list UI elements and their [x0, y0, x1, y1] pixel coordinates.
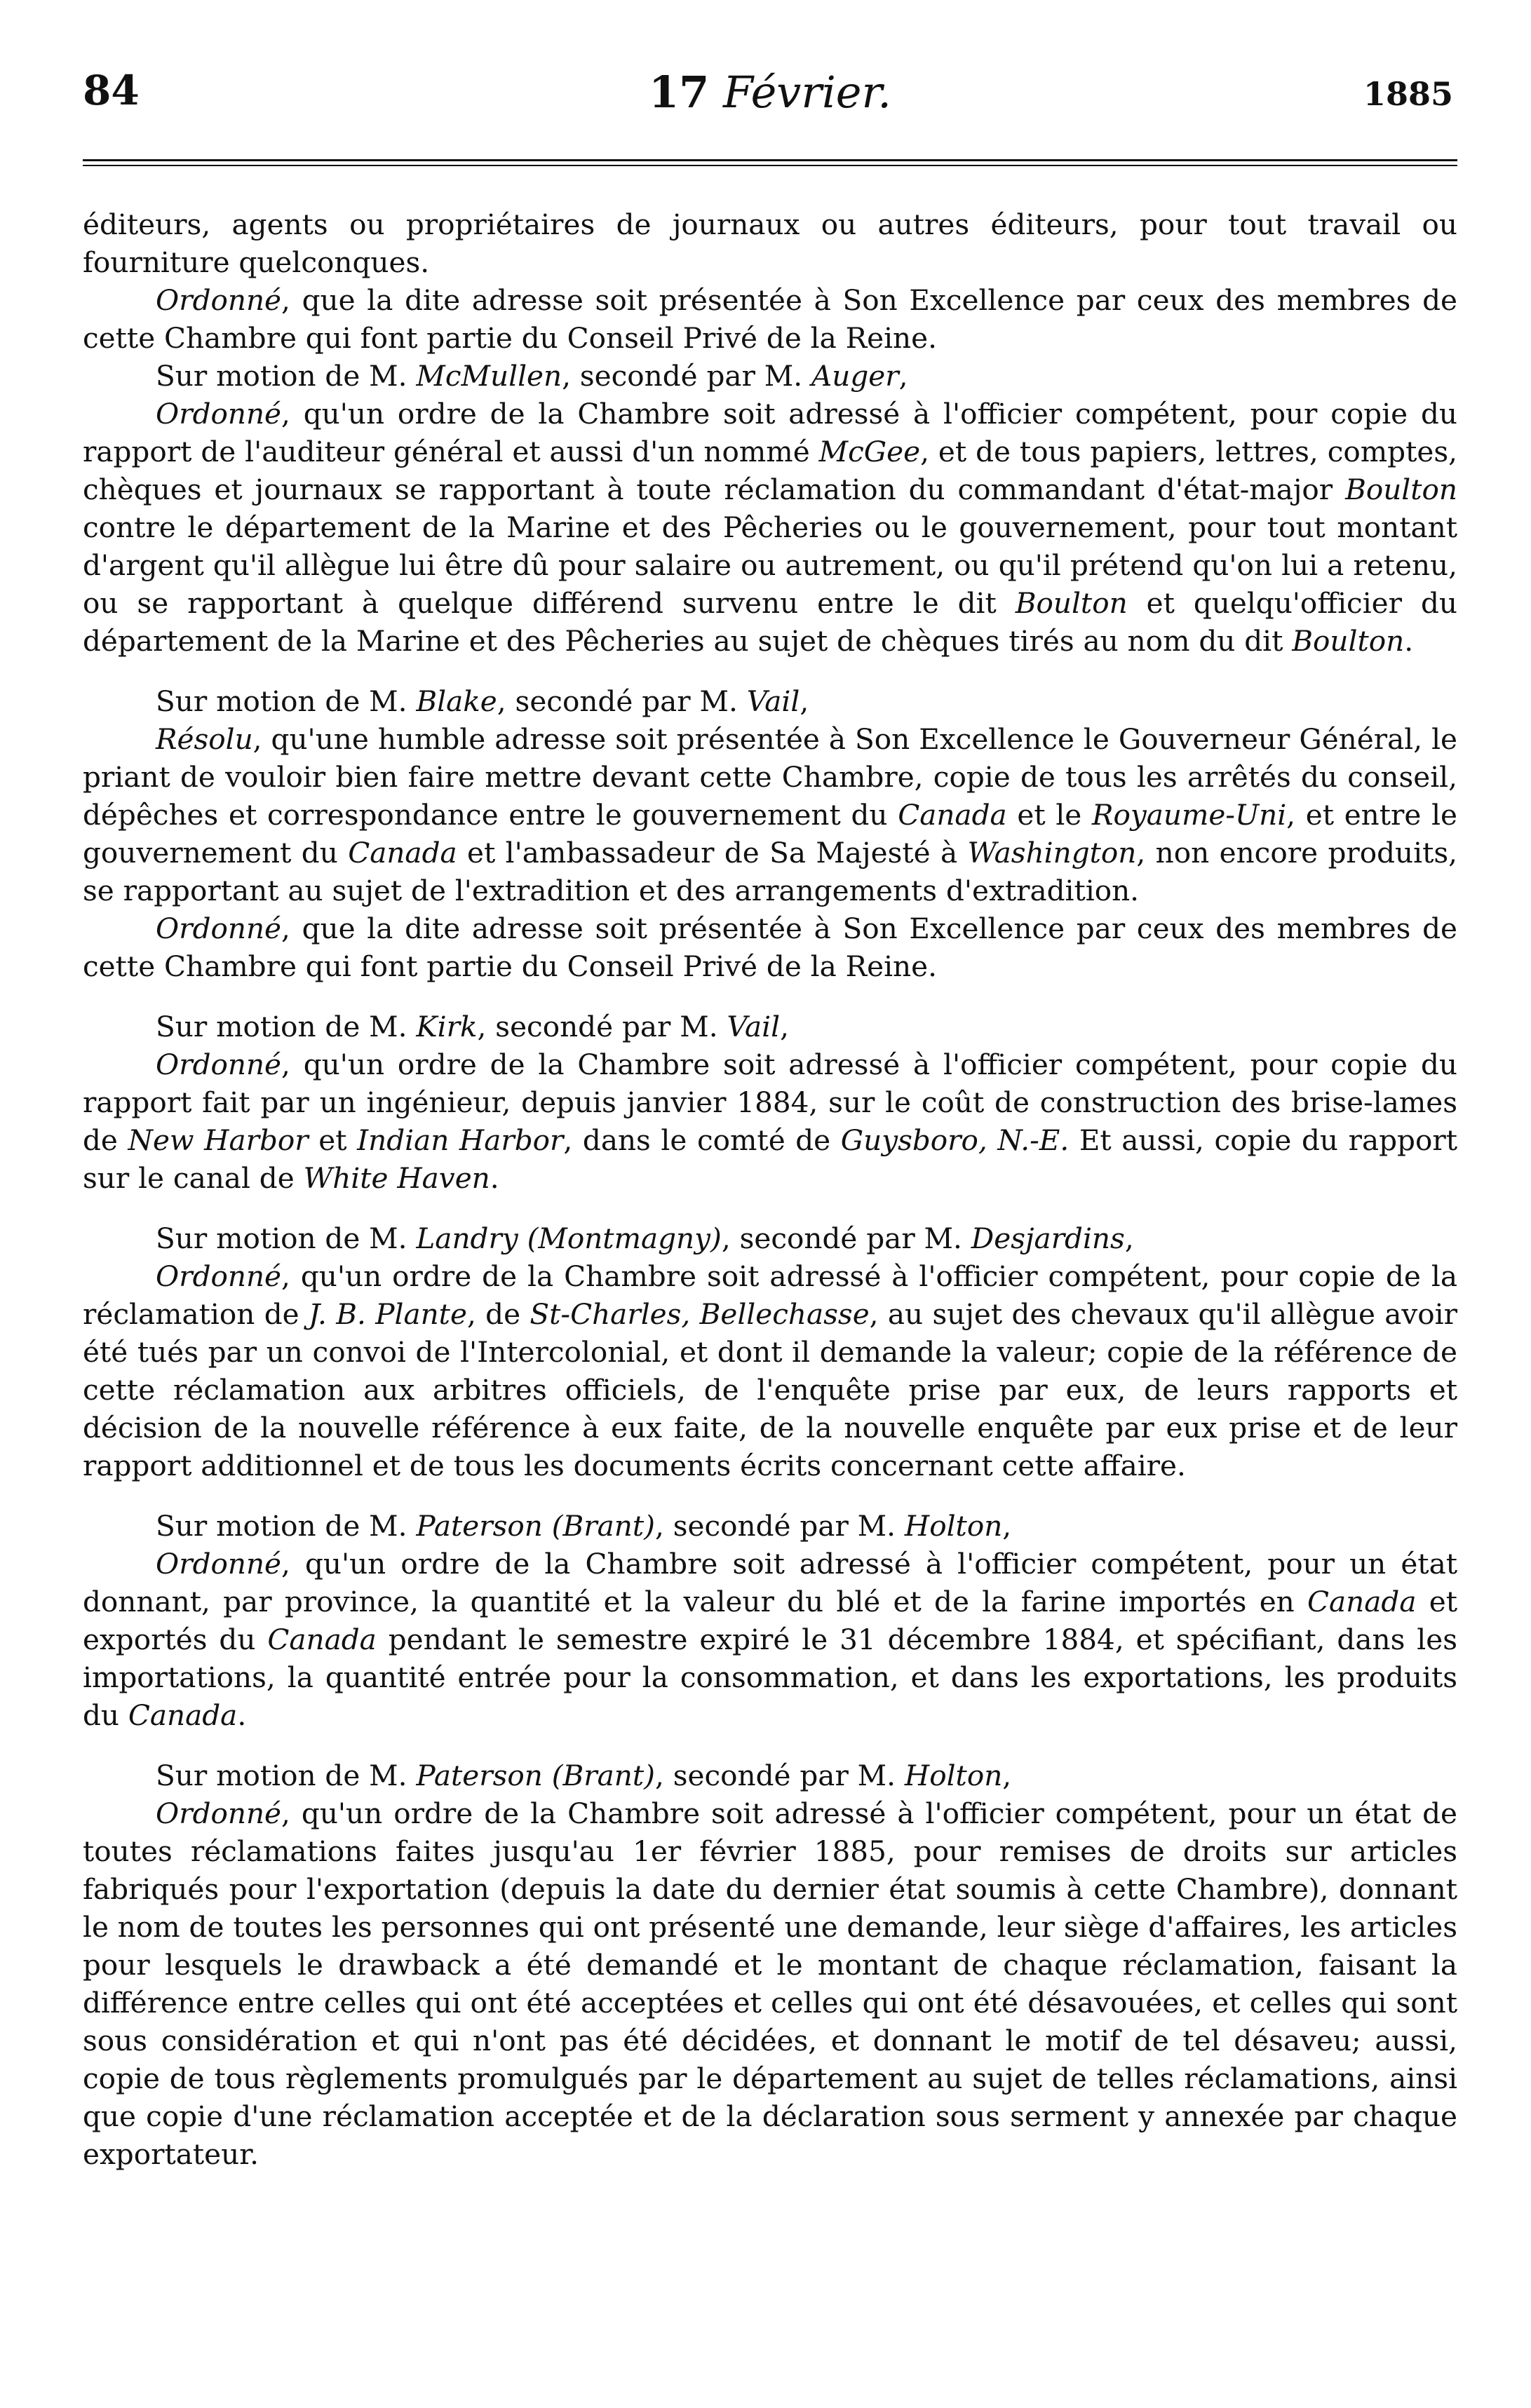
document-page: [83, 67, 1457, 2173]
paragraph: Ordonné, que la dite adresse soit présentée à Son Excellence par ceux des membres de cette Chambre qui font partie du Conseil Privé de la Reine.: [83, 912, 1457, 983]
paragraph: Sur motion de M. Blake, secondé par M. Vail,: [156, 684, 809, 718]
page-header: [83, 67, 1457, 144]
page-number: 84: [83, 67, 140, 114]
paragraph: Ordonné, qu'un ordre de la Chambre soit adressé à l'officier compétent, pour un état donnant, par province, la quantité et la valeur du blé et de la farine importés en Canada et exportés du Canada pendant le semestre expiré le 31 décembre 1884, et spécifiant, dans les importations, la quantité entrée pour la consommation, et dans les exportations, les produits du Canada.: [83, 1547, 1457, 1732]
paragraph: Ordonné, qu'un ordre de la Chambre soit adressé à l'officier compétent, pour copie du rapport fait par un ingénieur, depuis janvier 1884, sur le coût de construction des brise-lames de New Harbor et Indian Harbor, dans le comté de Guysboro, N.-E. Et aussi, copie du rapport sur le canal de White Haven.: [83, 1048, 1457, 1195]
paragraph: Ordonné, que la dite adresse soit présentée à Son Excellence par ceux des membres de cette Chambre qui font partie du Conseil Privé de la Reine.: [83, 283, 1457, 355]
paragraph: Sur motion de M. McMullen, secondé par M. Auger,: [156, 359, 908, 393]
page-date-month: Février.: [722, 67, 892, 118]
page-date: [83, 67, 1457, 118]
document-body: [83, 205, 1457, 2173]
paragraph: éditeurs, agents ou propriétaires de journaux ou autres éditeurs, pour tout travail ou fourniture quelconques.: [83, 208, 1457, 279]
header-rule-thin: [83, 165, 1457, 166]
paragraph: Sur motion de M. Kirk, secondé par M. Vail,: [156, 1010, 789, 1043]
paragraph: Résolu, qu'une humble adresse soit présentée à Son Excellence le Gouverneur Général, le priant de vouloir bien faire mettre devant cette Chambre, copie de tous les arrêtés du conseil, dépêches et correspondance entre le gouvernement du Canada et le Royaume-Uni, et entre le gouvernement du Canada et l'ambassadeur de Sa Majesté à Washington, non encore produits, se rapportant au sujet de l'extradition et des arrangements d'extradition.: [83, 722, 1458, 907]
paragraph: Ordonné, qu'un ordre de la Chambre soit adressé à l'officier compétent, pour copie du rapport de l'auditeur général et aussi d'un nommé McGee, et de tous papiers, lettres, comptes, chèques et journaux se rapportant à toute réclamation du commandant d'état-major Boulton contre le département de la Marine et des Pêcheries ou le gouvernement, pour tout montant d'argent qu'il allègue lui être dû pour salaire ou autrement, ou qu'il prétend qu'on lui a retenu, ou se rapportant à quelque différend survenu entre le dit Boulton et quelqu'officier du département de la Marine et des Pêcheries au sujet de chèques tirés au nom du dit Boulton.: [83, 397, 1457, 658]
header-rule: [83, 159, 1457, 161]
page-year: 1885: [1363, 75, 1453, 113]
paragraph: Ordonné, qu'un ordre de la Chambre soit adressé à l'officier compétent, pour copie de la réclamation de J. B. Plante, de St-Charles, Bellechasse, au sujet des chevaux qu'il allègue avoir été tués par un convoi de l'Intercolonial, et dont il demande la valeur; copie de la référence de cette réclamation aux arbitres officiels, de l'enquête prise par eux, de leurs rapports et décision de la nouvelle référence à eux faite, de la nouvelle enquête par eux prise et de leur rapport additionnel et de tous les documents écrits concernant cette affaire.: [83, 1259, 1458, 1482]
paragraph: Sur motion de M. Paterson (Brant), secondé par M. Holton,: [156, 1759, 1012, 1792]
paragraph: Sur motion de M. Landry (Montmagny), secondé par M. Desjardins,: [156, 1222, 1134, 1255]
page-date-day: 17: [648, 67, 710, 118]
paragraph: Ordonné, qu'un ordre de la Chambre soit adressé à l'officier compétent, pour un état de toutes réclamations faites jusqu'au 1er février 1885, pour remises de droits sur articles fabriqués pour l'exportation (depuis la date du dernier état soumis à cette Chambre), donnant le nom de toutes les personnes qui ont présenté une demande, leur siège d'affaires, les articles pour lesquels le drawback a été demandé et le montant de chaque réclamation, faisant la différence entre celles qui ont été acceptées et celles qui ont été désavouées, et celles qui sont sous considération et qui n'ont pas été décidées, et donnant le motif de tel désaveu; aussi, copie de tous règlements promulgués par le département au sujet de telles réclamations, ainsi que copie d'une réclamation acceptée et de la déclaration sous serment y annexée par chaque exportateur.: [83, 1797, 1457, 2171]
paragraph: Sur motion de M. Paterson (Brant), secondé par M. Holton,: [156, 1509, 1012, 1543]
